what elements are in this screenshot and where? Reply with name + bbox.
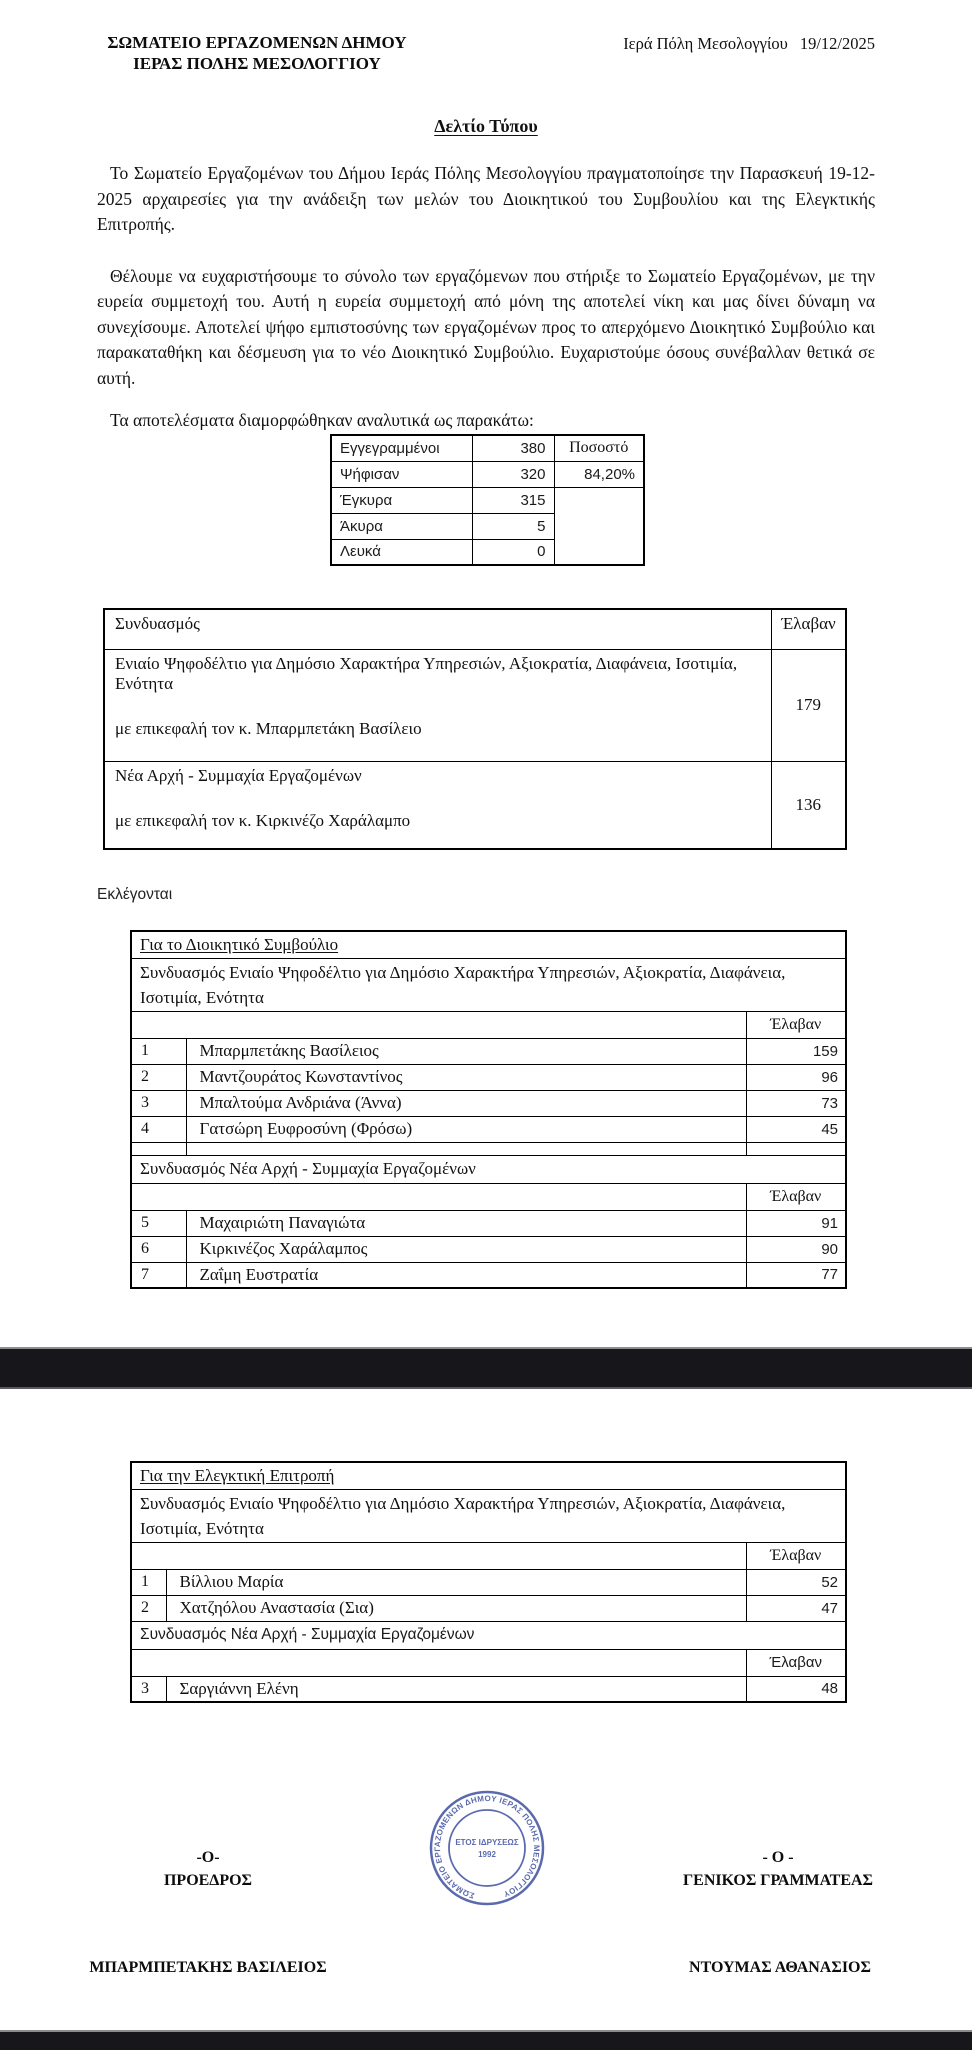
dateline-place: Ιερά Πόλη Μεσολογγίου xyxy=(623,34,788,53)
candidate-votes: 73 xyxy=(746,1090,846,1116)
candidate-name: Κιρκινέζος Χαράλαμπος xyxy=(186,1236,746,1262)
combination-votes: 136 xyxy=(771,761,846,849)
candidate-name: Μαχαιριώτη Παναγιώτα xyxy=(186,1210,746,1236)
combination-cell xyxy=(104,761,771,849)
document-header xyxy=(97,32,875,74)
spacer-row xyxy=(131,1142,846,1155)
secretary-dash: - Ο - xyxy=(762,1849,794,1866)
stamp-center-line2: 1992 xyxy=(478,1850,496,1859)
combination-row xyxy=(104,649,846,761)
stamp-center-line1: ΕΤΟΣ ΙΔΡΥΣΕΩΣ xyxy=(455,1838,519,1847)
stats-value: 320 xyxy=(472,461,554,487)
combinations-header-row xyxy=(104,609,846,649)
dateline xyxy=(623,32,875,54)
president-dash: -Ο- xyxy=(196,1849,220,1866)
stats-label: Έγκυρα xyxy=(331,487,472,513)
combination-title: Ενιαίο Ψηφοδέλτιο για Δημόσιο Χαρακτήρα Υπηρεσιών, Αξιοκρατία, Διαφάνεια, Ισοτιμία, Ενότητα xyxy=(115,653,738,693)
candidate-votes: 47 xyxy=(746,1595,846,1621)
candidate-row xyxy=(131,1064,846,1090)
candidate-number: 1 xyxy=(131,1038,186,1064)
president-name: ΜΠΑΡΜΠΕΤΑΚΗΣ ΒΑΣΙΛΕΙΟΣ xyxy=(89,1959,327,1976)
votes-label-row xyxy=(131,1011,846,1038)
candidate-name: Μπαλτούμα Ανδριάνα (Άννα) xyxy=(186,1090,746,1116)
stats-label: Λευκά xyxy=(331,539,472,565)
combination-title: Νέα Αρχή - Συμμαχία Εργαζομένων xyxy=(115,765,362,785)
empty-cell xyxy=(131,1649,746,1676)
candidate-name: Σαργιάννη Ελένη xyxy=(166,1676,746,1702)
candidate-votes: 96 xyxy=(746,1064,846,1090)
stamp-outer-circle xyxy=(431,1792,543,1904)
results-intro: Τα αποτελέσματα διαμορφώθηκαν αναλυτικά ως παρακάτω: xyxy=(110,410,534,430)
group-row xyxy=(131,1489,846,1542)
stats-value: 0 xyxy=(472,539,554,565)
stats-row xyxy=(331,435,644,461)
union-stamp xyxy=(427,1788,547,1908)
candidate-name: Γατσώρη Ευφροσύνη (Φρόσω) xyxy=(186,1116,746,1142)
secretary-signature-block xyxy=(608,1846,948,1892)
stats-table xyxy=(330,434,645,566)
stats-label: Άκυρα xyxy=(331,513,472,539)
audit-committee-table xyxy=(130,1461,847,1703)
combinations-col-header: Συνδυασμός xyxy=(104,609,771,649)
empty-cell xyxy=(186,1142,746,1155)
candidate-name: Χατζηόλου Αναστασία (Σια) xyxy=(166,1595,746,1621)
candidate-votes: 90 xyxy=(746,1236,846,1262)
board-table-title xyxy=(131,931,846,958)
combination-votes: 179 xyxy=(771,649,846,761)
candidate-name: Μπαρμπετάκης Βασίλειος xyxy=(186,1038,746,1064)
group1-label: Συνδυασμός Ενιαίο Ψηφοδέλτιο για Δημόσιο Χαρακτήρα Υπηρεσιών, Αξιοκρατία, Διαφάνεια, Ισοτιμία, Ενότητα xyxy=(131,958,846,1011)
org-name-line2: ΙΕΡΑΣ ΠΟΛΗΣ ΜΕΣΟΛΟΓΓΙΟΥ xyxy=(133,54,381,73)
stats-pct-empty xyxy=(554,487,644,565)
president-role: ΠΡΟΕΔΡΟΣ xyxy=(163,1872,253,1889)
candidate-row xyxy=(131,1569,846,1595)
candidate-name: Βίλλιου Μαρία xyxy=(166,1569,746,1595)
empty-cell xyxy=(131,1142,186,1155)
stats-value: 5 xyxy=(472,513,554,539)
stats-pct-value: 84,20% xyxy=(554,461,644,487)
org-name-line1: ΣΩΜΑΤΕΙΟ ΕΡΓΑΖΟΜΕΝΩΝ ΔΗΜΟΥ xyxy=(107,33,407,52)
candidate-number: 2 xyxy=(131,1064,186,1090)
union-stamp-graphic xyxy=(427,1788,547,1908)
candidate-number: 6 xyxy=(131,1236,186,1262)
org-name xyxy=(107,32,407,74)
candidate-votes: 91 xyxy=(746,1210,846,1236)
votes-label: Έλαβαν xyxy=(746,1011,846,1038)
elected-heading: Εκλέγονται xyxy=(97,886,173,903)
candidate-number: 7 xyxy=(131,1262,186,1288)
candidate-number: 5 xyxy=(131,1210,186,1236)
empty-cell xyxy=(131,1542,746,1569)
group2-label: Συνδυασμός Νέα Αρχή - Συμμαχία Εργαζομένων xyxy=(131,1621,846,1649)
stats-row xyxy=(331,487,644,513)
combination-leader: με επικεφαλή τον κ. Κιρκινέζο Χαράλαμπο xyxy=(115,810,411,830)
combinations-table xyxy=(103,608,847,850)
stamp-ring-text: ΣΩΜΑΤΕΙΟ ΕΡΓΑΖΟΜΕΝΩΝ ΔΗΜΟΥ ΙΕΡΑΣ ΠΟΛΗΣ ΜΕΣΟΛΟΓΓΙΟΥ xyxy=(432,1793,542,1901)
votes-col-header: Έλαβαν xyxy=(771,609,846,649)
table-title-row xyxy=(131,931,846,958)
candidate-row xyxy=(131,1038,846,1064)
candidate-number: 4 xyxy=(131,1116,186,1142)
stats-label: Ψήφισαν xyxy=(331,461,472,487)
candidate-row xyxy=(131,1676,846,1702)
votes-label: Έλαβαν xyxy=(746,1183,846,1210)
votes-label: Έλαβαν xyxy=(746,1542,846,1569)
signature-section xyxy=(0,1788,972,1991)
group-row xyxy=(131,1621,846,1649)
combination-row xyxy=(104,761,846,849)
votes-label: Έλαβαν xyxy=(746,1649,846,1676)
votes-label-row xyxy=(131,1649,846,1676)
candidate-row xyxy=(131,1262,846,1288)
dateline-date: 19/12/2025 xyxy=(799,34,875,53)
candidate-number: 1 xyxy=(131,1569,166,1595)
audit-table-title xyxy=(131,1462,846,1489)
bottom-separator-band xyxy=(0,2030,972,2050)
group-row xyxy=(131,1155,846,1183)
candidate-name: Ζαΐμη Ευστρατία xyxy=(186,1262,746,1288)
stamp-inner-circle xyxy=(449,1810,525,1886)
candidate-row xyxy=(131,1236,846,1262)
candidate-votes: 45 xyxy=(746,1116,846,1142)
empty-cell xyxy=(131,1011,746,1038)
combination-cell xyxy=(104,649,771,761)
board-results-table xyxy=(130,930,847,1289)
candidate-row xyxy=(131,1090,846,1116)
stats-pct-header: Ποσοστό xyxy=(554,435,644,461)
candidate-votes: 77 xyxy=(746,1262,846,1288)
secretary-name: ΝΤΟΥΜΑΣ ΑΘΑΝΑΣΙΟΣ xyxy=(689,1959,871,1976)
candidate-votes: 159 xyxy=(746,1038,846,1064)
paragraph-2: Θέλουμε να ευχαριστήσουμε το σύνολο των εργαζόμενων που στήριξε το Σωματείο Εργαζομένων, με την ευρεία συμμετοχή του. Αυτή η ευρεία συμμετοχή από μόνη της αποτελεί νίκη και μας δίνει δύναμη να συνεχίσουμε. Αποτελεί ψήφο εμπιστοσύνης των εργαζομένων προς το απερχόμενο Διοικητικό Συμβούλιο και παρακαταθήκη και δέσμευση για το νέο Διοικητικό Συμβούλιο. Ευχαριστούμε όσους συνέβαλλαν θετικά σε αυτή. xyxy=(97,265,875,388)
stats-value: 380 xyxy=(472,435,554,461)
combination-leader: με επικεφαλή τον κ. Μπαρμπετάκη Βασίλειο xyxy=(115,718,422,738)
stats-label: Εγγεγραμμένοι xyxy=(331,435,472,461)
audit-table-title-text: Για την Ελεγκτική Επιτροπή xyxy=(140,1465,335,1485)
page-2-content xyxy=(0,1461,972,1703)
votes-label-row xyxy=(131,1542,846,1569)
stats-value: 315 xyxy=(472,487,554,513)
candidate-row xyxy=(131,1116,846,1142)
candidate-number: 3 xyxy=(131,1676,166,1702)
president-signature-block xyxy=(38,1846,378,1892)
candidate-votes: 48 xyxy=(746,1676,846,1702)
empty-cell xyxy=(746,1142,846,1155)
candidate-number: 3 xyxy=(131,1090,186,1116)
group1-label: Συνδυασμός Ενιαίο Ψηφοδέλτιο για Δημόσιο Χαρακτήρα Υπηρεσιών, Αξιοκρατία, Διαφάνεια, Ισοτιμία, Ενότητα xyxy=(131,1489,846,1542)
candidate-votes: 52 xyxy=(746,1569,846,1595)
votes-label-row xyxy=(131,1183,846,1210)
candidate-name: Μαντζουράτος Κωνσταντίνος xyxy=(186,1064,746,1090)
table-title-row xyxy=(131,1462,846,1489)
empty-cell xyxy=(131,1183,746,1210)
paragraph-1: Το Σωματείο Εργαζομένων του Δήμου Ιεράς Πόλης Μεσολογγίου πραγματοποίησε την Παρασκευή 19-12-2025 αρχαιρεσίες για την ανάδειξη των μελών του Διοικητικού του Συμβουλίου και της Ελεγκτικής Επιτροπής. xyxy=(97,163,875,234)
candidate-row xyxy=(131,1210,846,1236)
candidate-row xyxy=(131,1595,846,1621)
candidate-number: 2 xyxy=(131,1595,166,1621)
secretary-role: ΓΕΝΙΚΟΣ ΓΡΑΜΜΑΤΕΑΣ xyxy=(682,1872,873,1889)
group2-label: Συνδυασμός Νέα Αρχή - Συμμαχία Εργαζομένων xyxy=(131,1155,846,1183)
board-table-title-text: Για το Διοικητικό Συμβούλιο xyxy=(140,934,339,954)
stats-row xyxy=(331,461,644,487)
group-row xyxy=(131,958,846,1011)
page-separator-band xyxy=(0,1347,972,1389)
press-release-title: Δελτίο Τύπου xyxy=(434,116,538,136)
